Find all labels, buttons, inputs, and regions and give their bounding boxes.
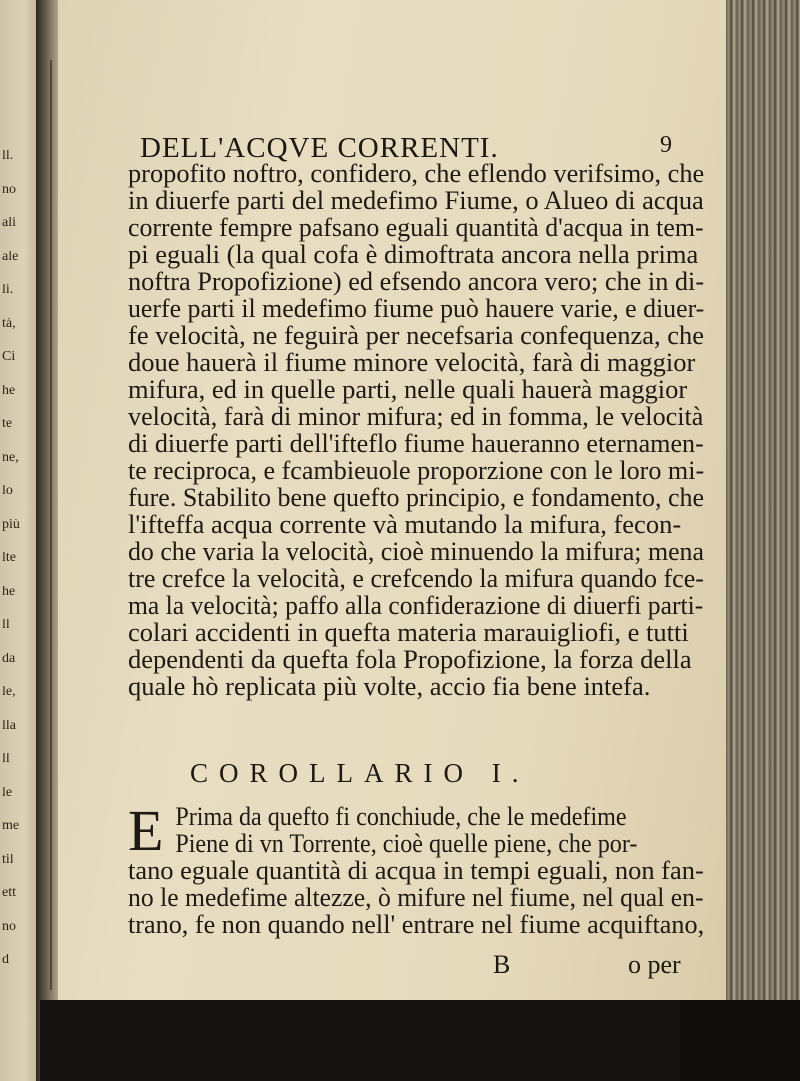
facing-page-fragment: li. [2,284,14,296]
facing-page-fragment: no [2,920,16,933]
facing-page-fragment: til [2,853,14,866]
corollary-heading: COROLLARIO I. [190,758,530,788]
text-line: in diuerfe parti del medefimo Fiume, o Alueo di acqua [128,185,704,215]
text-line: Prima da quefto fi conchiude, che le medefime [175,801,627,831]
facing-page-edge [0,0,40,1081]
facing-page-fragment: Ci [2,351,16,363]
gutter-shadow-line [50,60,52,990]
facing-page-fragment: ll. [2,150,14,162]
text-line: mifura, ed in quelle parti, nelle quali hauerà maggior [128,374,688,404]
facing-page-fragment: le [2,786,13,799]
page-edges-stack [726,0,800,1081]
bottom-right-shadow [680,1000,800,1081]
text-line: do che varia la velocità, cioè minuendo la mifura; mena [128,536,704,566]
text-line: ma la velocità; paffo alla confiderazione di diuerfi parti- [128,590,704,620]
text-line: uerfe parti il medefimo fiume può hauere varie, e diuer- [128,293,705,323]
text-line: fe velocità, ne feguirà per necefsaria confequenza, che [128,320,705,350]
text-line: te reciproca, e fcambieuole proporzione con le loro mi- [128,455,705,485]
facing-page-fragment: he [2,384,16,397]
facing-page-fragment: ll [2,753,10,765]
text-line: Piene di vn Torrente, cioè quelle piene, che por- [175,828,638,858]
text-line: dependenti da quefta fola Propofizione, la forza della [128,644,692,674]
facing-page-fragment: le, [2,686,16,698]
main-paragraph [128,160,704,700]
facing-page-fragment: te [2,418,13,430]
text-line: no le medefime altezze, ò mifure nel fiume, nel qual en- [128,882,704,912]
text-line: corrente fempre pafsano eguali quantità d'acqua in tem- [128,212,704,242]
text-line: propofito noftro, confidero, che eflendo verifsimo, che [128,158,705,188]
text-line: di diuerfe parti dell'ifteflo fiume haueranno eternamen- [128,428,704,458]
facing-page-fragment: no [2,183,16,196]
text-line: tano eguale quantità di acqua in tempi eguali, non fan- [128,855,704,885]
facing-page-fragment: ett [2,887,16,899]
facing-page-fragment: d [2,954,9,966]
text-line: doue hauerà il fiume minore velocità, farà di maggior [128,347,696,377]
page-footer [128,950,704,980]
facing-page-fragment: ne, [2,451,19,464]
facing-page-fragment: ale [2,250,19,263]
facing-page-fragment: me [2,820,20,832]
text-line: tre crefce la velocità, e crefcendo la mifura quando fce- [128,563,704,593]
text-line: trano, fe non quando nell' entrare nel fiume acquiftano, [128,909,705,939]
text-line: noftra Propofizione) ed efsendo ancora vero; che in di- [128,266,705,296]
page-number: 9 [660,132,673,158]
facing-page-fragment: lte [2,552,16,564]
signature-mark: B [493,950,511,979]
bottom-shadow [40,1000,780,1081]
text-line: velocità, farà di minor mifura; ed in fomma, le velocità [128,401,704,431]
facing-page-fragment: più [2,518,20,531]
text-line: quale hò replicata più volte, accio fia bene intefa. [128,671,651,701]
catchword: o per [628,950,681,979]
facing-page-fragment: lla [2,719,16,732]
corollary-paragraph [128,798,705,939]
text-line: l'ifteffa acqua corrente và mutando la mifura, fecon- [128,509,682,539]
text-line: fure. Stabilito bene quefto principio, e fondamento, che [128,482,705,512]
facing-page-fragment: da [2,652,16,665]
text-line: colari accidenti in quefta materia marauigliofi, e tutti [128,617,689,647]
facing-page-fragment: ll [2,619,10,631]
text-line: pi eguali (la qual cofa è dimoftrata ancora nella prima [128,239,699,269]
facing-page-fragment: ali [2,217,16,229]
drop-cap: E [128,798,164,863]
running-title: DELL'ACQVE CORRENTI. [140,132,499,164]
facing-page-fragment: he [2,585,16,598]
facing-page-fragment: tà, [2,317,16,330]
facing-page-fragment: lo [2,485,13,497]
